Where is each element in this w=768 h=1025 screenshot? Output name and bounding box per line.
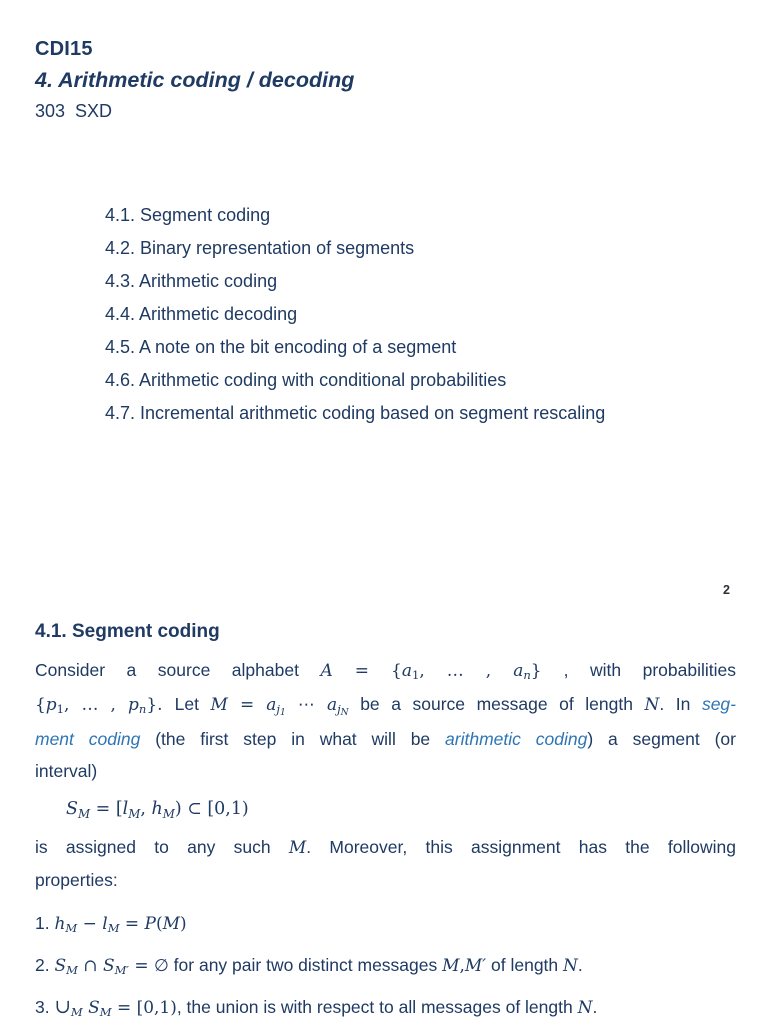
toc-item: 4.6. Arithmetic coding with conditional probabilities [105, 370, 507, 390]
properties-list [35, 907, 736, 1025]
course-code: CDI15 [35, 38, 93, 60]
segment-equation [35, 792, 736, 827]
text-line: {p1, … , pn}. Let $M = aj_1$ ⋯ $aj_N$ be a source message of length N. In seg- [35, 693, 736, 719]
body-paragraph-1 [35, 655, 736, 787]
page-number: 2 [723, 583, 730, 597]
property-item: 1. hM − lM = P(M) [35, 913, 187, 936]
text-line: interval) [35, 760, 98, 781]
text-line: ment coding (the first step in what will be arithmetic coding) a segment (or [35, 729, 736, 749]
doc-title: 4. Arithmetic coding / decoding [35, 68, 355, 92]
text-line: properties: [35, 869, 118, 890]
doc-header [35, 34, 736, 126]
toc-item: 4.1. Segment coding [105, 205, 271, 225]
text-line: is assigned to any such M. Moreover, this assignment has the following [35, 837, 736, 858]
section-heading: 4.1. Segment coding [35, 621, 220, 642]
equation-line: SM = [lM, hM) ⊂ [0,1) [66, 799, 249, 821]
text-line: Consider a source alphabet A = {a1, … , an} , with probabilities [35, 660, 736, 683]
toc-item: 4.5. A note on the bit encoding of a segment [105, 337, 457, 357]
property-item: 2. SM ∩ SM′ = ∅ for any pair two distinct messages M,M′ of length N. [35, 955, 583, 978]
property-item: 3. ∪M SM = [0,1), the union is with respect to all messages of length N. [35, 995, 598, 1020]
toc-item: 4.4. Arithmetic decoding [105, 304, 298, 324]
toc-item: 4.3. Arithmetic coding [105, 271, 278, 291]
toc-item: 4.7. Incremental arithmetic coding based on segment rescaling [105, 403, 606, 423]
toc-item: 4.2. Binary representation of segments [105, 238, 415, 258]
toc-list [105, 199, 736, 430]
doc-author: 303 SXD [35, 101, 113, 121]
body-paragraph-2 [35, 832, 736, 896]
